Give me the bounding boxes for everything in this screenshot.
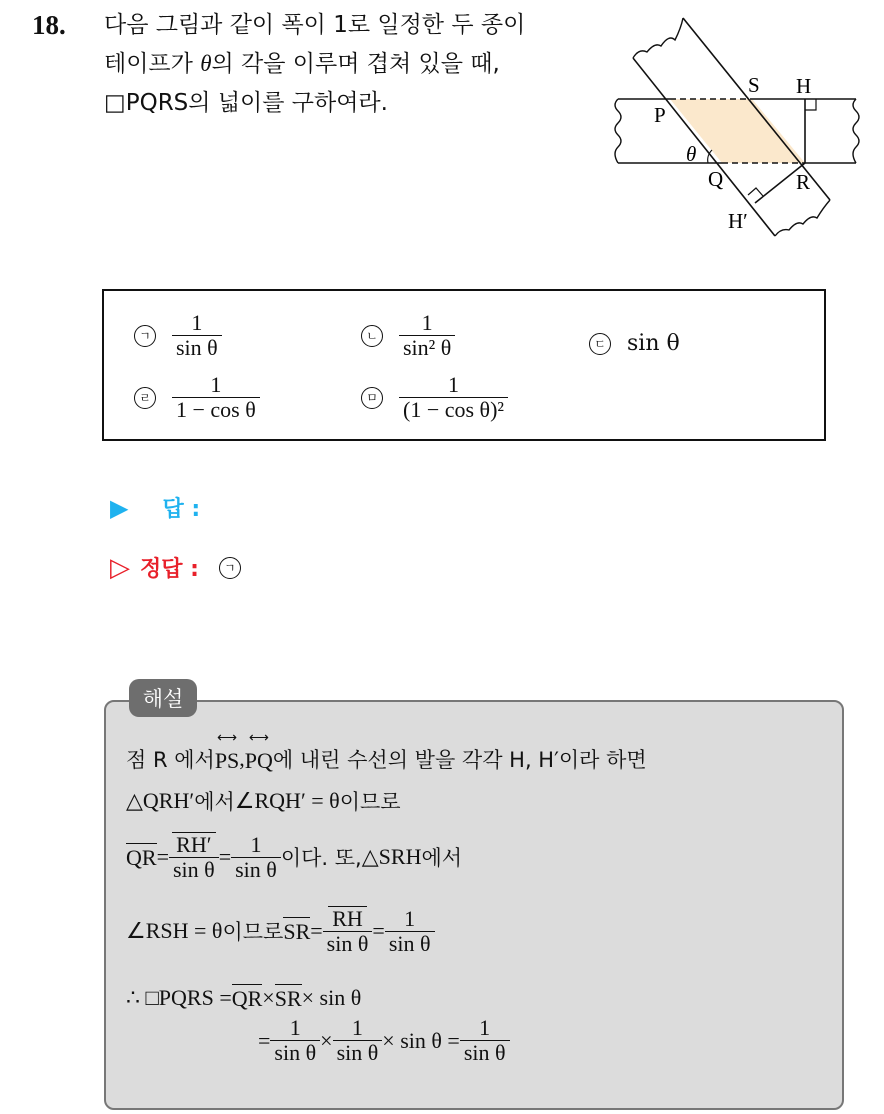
choice-2[interactable] <box>361 311 455 360</box>
tape-figure <box>600 10 870 255</box>
text: 에서 <box>194 790 235 814</box>
question-line-3: □PQRS의 넓이를 구하여라. <box>104 90 388 116</box>
denominator: sin θ <box>385 931 435 956</box>
text: 이므로 <box>222 920 284 945</box>
choice-mark: ㄴ <box>361 325 383 347</box>
denominator: 1 − cos θ <box>172 397 260 422</box>
equals: = <box>258 1027 271 1053</box>
answer-row <box>110 492 200 523</box>
equals: = <box>310 918 323 944</box>
angle-rsh: ∠RSH = θ <box>126 918 223 944</box>
denominator: sin² θ <box>399 335 455 360</box>
label-r: R <box>796 170 811 194</box>
choice-mark: ㄱ <box>134 325 156 347</box>
segment-qr: QR <box>231 986 263 1011</box>
line-pq: ⟷ PQ <box>245 744 273 774</box>
numerator: 1 <box>210 372 222 397</box>
denominator: (1 − cos θ)² <box>399 397 508 422</box>
equals: = <box>156 844 169 870</box>
text: 점 R 에서 <box>126 748 215 772</box>
text: 이므로 <box>339 790 401 814</box>
fraction <box>172 311 222 360</box>
choice-text: sin θ <box>627 331 680 356</box>
text: , <box>239 746 245 771</box>
numerator: 1 <box>404 905 416 931</box>
numerator: 1 <box>421 310 433 335</box>
triangle-qrh: △QRH′ <box>126 788 195 813</box>
fraction <box>385 907 435 956</box>
solution-line-2 <box>126 786 401 816</box>
label-h-prime: H′ <box>728 209 748 233</box>
denominator: sin θ <box>333 1040 383 1065</box>
label-p: P <box>654 103 666 127</box>
question-text: 테이프가 <box>104 51 201 77</box>
outline-arrow-icon: ▷ <box>110 552 130 583</box>
denominator: sin θ <box>460 1040 510 1065</box>
question-line-2 <box>104 49 500 79</box>
question-text: 의 각을 이루며 겹쳐 있을 때, <box>211 51 500 77</box>
correct-answer-mark: ㄱ <box>219 557 241 579</box>
answer-label: 답 : <box>162 497 201 522</box>
choice-5[interactable] <box>361 373 508 422</box>
denominator: sin θ <box>169 857 219 882</box>
choice-3[interactable] <box>589 331 680 356</box>
numerator: 1 <box>191 310 203 335</box>
equals: = <box>218 844 232 870</box>
correct-answer-label: 정답 : <box>140 557 199 582</box>
segment-sr: SR <box>283 919 311 945</box>
denominator: sin θ <box>172 335 222 360</box>
times: × <box>262 985 275 1010</box>
denominator: sin θ <box>231 857 281 882</box>
fraction <box>231 833 281 882</box>
therefore-area: ∴ □PQRS = <box>126 985 232 1010</box>
label-q: Q <box>708 167 724 191</box>
numerator: 1 <box>479 1015 491 1040</box>
solution-tag: 해설 <box>129 679 197 717</box>
label-s: S <box>748 73 760 97</box>
fraction <box>399 311 455 360</box>
text: 이다. 또, <box>280 846 362 871</box>
numerator: 1 <box>250 831 262 857</box>
segment-qr: QR <box>126 845 157 871</box>
choice-mark: ㅁ <box>361 387 383 409</box>
triangle-srh: △SRH <box>361 844 422 870</box>
fraction <box>399 373 508 422</box>
choice-mark: ㄷ <box>589 333 611 355</box>
question-number: 18. <box>32 10 66 40</box>
correct-answer-row <box>110 552 257 583</box>
choice-4[interactable] <box>134 373 260 422</box>
theta-symbol: θ <box>200 51 212 76</box>
times: × <box>320 1027 333 1053</box>
fraction <box>172 373 260 422</box>
fraction <box>270 1016 320 1065</box>
label-theta: θ <box>686 142 697 166</box>
denominator: sin θ <box>270 1040 320 1065</box>
solution-line-6 <box>258 1016 510 1065</box>
choice-mark: ㄹ <box>134 387 156 409</box>
question-line-1: 다음 그림과 같이 폭이 1로 일정한 두 종이 <box>104 12 526 38</box>
solution-line-4 <box>126 906 435 956</box>
denominator: sin θ <box>323 931 373 956</box>
angle-rqh: ∠RQH′ = θ <box>234 788 340 813</box>
numerator: 1 <box>351 1015 363 1040</box>
segment-sr: SR <box>274 986 302 1011</box>
numerator: 1 <box>289 1015 301 1040</box>
line-ps: ⟷ PS <box>215 744 239 774</box>
solution-line-1 <box>126 744 647 774</box>
choices-box <box>102 289 826 441</box>
numerator: RH′ <box>172 832 215 857</box>
text: 에 내린 수선의 발을 각각 H, H′이라 하면 <box>272 748 647 772</box>
numerator: RH <box>328 906 367 931</box>
choice-1[interactable] <box>134 311 222 360</box>
play-arrow-icon: ▶ <box>110 493 129 522</box>
solution-line-3 <box>126 832 462 882</box>
times-sin: × sin θ <box>301 985 362 1010</box>
solution-line-5 <box>126 984 361 1012</box>
times-sin-equals: × sin θ = <box>382 1027 460 1053</box>
fraction <box>460 1016 510 1065</box>
fraction <box>169 832 219 882</box>
label-h: H <box>796 74 812 98</box>
text: 에서 <box>421 846 463 871</box>
fraction <box>323 906 373 956</box>
numerator: 1 <box>448 372 460 397</box>
fraction <box>333 1016 383 1065</box>
equals: = <box>372 918 385 944</box>
